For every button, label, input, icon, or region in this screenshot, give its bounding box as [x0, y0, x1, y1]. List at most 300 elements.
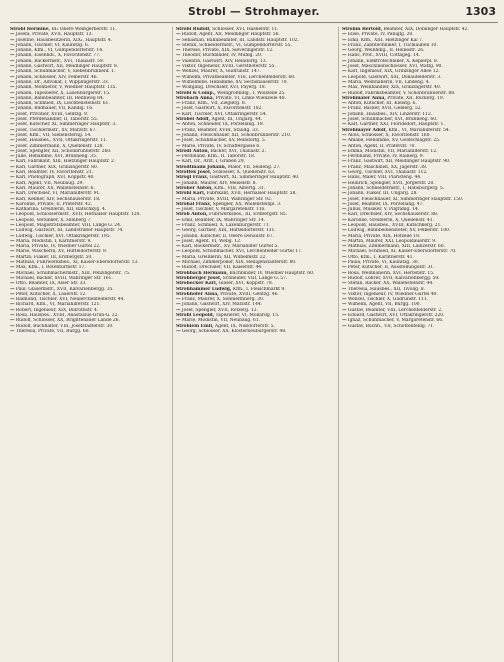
- entry-name: —: [342, 217, 347, 223]
- entry-name: —: [342, 201, 347, 207]
- entry-details: Karl, Drechsler, XIV, Sechshauserstr. 88.: [347, 212, 439, 218]
- entry-name: —: [10, 323, 15, 329]
- entry-name: —: [10, 275, 15, 281]
- entry-name: —: [176, 196, 181, 202]
- entry-details: Johann, Dr., Advokat, I, Wipplingerstr. 33.: [15, 79, 110, 85]
- entry-name: Strobach Anna,: [176, 95, 215, 101]
- entry-name: —: [10, 58, 15, 64]
- entry-name: —: [10, 307, 15, 313]
- entry-details: Johann, Fleischhauer, XII, Schönbrunnerstr. 210.: [181, 132, 292, 138]
- entry-details: Kfm., VI, Mariahilferstr. 54.: [388, 127, 450, 133]
- entry-details: Bäcker, XVI, Thaliastr. 2.: [210, 148, 266, 154]
- entry-name: —: [342, 79, 347, 85]
- entry-name: Strobl Rudolf,: [176, 27, 211, 32]
- entry-details: Karl, Bäckermstr., XV, Mariahilfer Gürtel 5.: [181, 244, 279, 250]
- entry-name: —: [342, 180, 347, 186]
- entry-name: —: [176, 238, 181, 244]
- entry-details: Josef, Privatier, XVIII, Gentzg. 9.: [15, 111, 89, 117]
- entry-details: Georg, Weinhdlg., II, Heinestr. 26.: [347, 48, 425, 54]
- entry-name: —: [176, 79, 181, 85]
- entry-details: Johann, Tischler, VI, Kaunitzg. 6.: [15, 42, 90, 48]
- entry-name: —: [10, 37, 15, 43]
- entry-details: Karl, Maurer, XX, Wallensteinstr. 6.: [15, 185, 95, 191]
- entry-name: —: [176, 265, 181, 271]
- page-number: 1303: [465, 5, 496, 18]
- entry-name: —: [342, 228, 347, 234]
- entry-name: —: [176, 37, 181, 43]
- entry-details: Fuhrwerksbes., III, Erdbergstr. 85.: [209, 212, 288, 218]
- entry-name: —: [342, 291, 347, 297]
- entry-details: Johann, Schmied, IX, Liechtensteinstr. 61.: [15, 101, 110, 107]
- entry-name: —: [10, 48, 15, 54]
- entry-name: Strohmayer Adolf,: [342, 127, 387, 133]
- entry-name: —: [342, 270, 347, 276]
- entry-name: —: [342, 48, 347, 54]
- entry-details: Rudolf, Fabriksbeamter, V, Schönbrunnerstr. 88.: [347, 90, 456, 96]
- entry-name: —: [10, 74, 15, 80]
- entry-details: Otto, Kfm., I, Kärntnerstr. 41.: [347, 254, 414, 260]
- entry-details: Hans, Prof., XVIII, Cottageg. 14.: [347, 53, 421, 59]
- entry-details: Rudolf, Lehrer, XVII, Kalvarienbergg. 50.: [347, 275, 440, 281]
- entry-details: Leopold, Hausbes., XVIII, Kutschkerg. 21.: [347, 222, 442, 228]
- entry-name: —: [342, 212, 347, 218]
- entry-name: Ströhl Karl,: [176, 191, 206, 197]
- entry-details: Beamter, XIX, Döblinger Hauptstr. 42.: [383, 27, 469, 32]
- entry-name: Strodtmann Johann,: [176, 164, 227, 170]
- entry-details: Johann, Eisenhdl., X, Favoritenstr. 77.: [15, 53, 101, 59]
- entry-details: Josef, Tischler, V, Margaretenstr. 116.: [181, 207, 266, 213]
- entry-details: Private, VI, Linke Wienzeile 48.: [215, 95, 286, 101]
- entry-name: —: [10, 159, 15, 165]
- entry-details: Gustav, Beamter, VIII, Lerchenfelderstr. 2.: [347, 307, 443, 313]
- entry-name: —: [176, 222, 181, 228]
- entry-details: Leopold, Schuhmacher, XVI, Lerchenfelder Gürtel 17.: [181, 249, 303, 255]
- entry-name: —: [176, 122, 181, 128]
- entry-name: —: [176, 64, 181, 70]
- entry-name: Strohecker Karl,: [176, 281, 218, 287]
- entry-name: —: [342, 117, 347, 123]
- entry-details: Alois, Schlosser, X, Favoritenstr. 160.: [347, 132, 431, 138]
- entry-details: Michael, Zimmerpolier, XIX, Heiligenstädterstr. 80.: [181, 260, 297, 266]
- entry-details: Anton, Kutscher, III, Kleistg. 6.: [347, 101, 417, 107]
- entry-details: Eduard, Gastwirt, XVI, Ottakringerstr. 220.: [347, 313, 445, 319]
- entry-name: —: [342, 132, 347, 138]
- entry-name: Strohmaier Anna,: [342, 95, 386, 101]
- entry-details: Glaser, XVI, Koppstr. 78.: [218, 281, 274, 287]
- entry-name: —: [176, 101, 181, 107]
- entry-details: Wenzel, Maurer, X, Gudrunstr. 147.: [181, 69, 261, 75]
- entry-name: —: [342, 170, 347, 176]
- entry-name: —: [342, 185, 347, 191]
- entry-name: —: [10, 53, 15, 59]
- entry-name: —: [10, 207, 15, 213]
- entry-details: Otto, Beamter, IX, Alser Str. 33.: [15, 281, 87, 287]
- entry-name: —: [176, 111, 181, 117]
- column-right: [338, 27, 498, 662]
- entry-details: Johann, Schlosser, XIV, Felberstr. 46.: [15, 74, 98, 80]
- entry-details: Franz, Schmied, X, Laxenburgerstr. 71.: [181, 222, 270, 228]
- entry-name: Strögl Franz,: [176, 175, 209, 181]
- entry-name: —: [10, 254, 15, 260]
- entry-name: —: [342, 64, 347, 70]
- entry-details: Michael, Schmied, XI, Kaiser-Ebersdorferstr. 70.: [347, 249, 457, 255]
- entry-name: —: [176, 260, 181, 266]
- page-title: Strobl — Strohmayer.: [188, 6, 320, 18]
- entry-details: Therese, Private, XIX, Sieveringerstr. 12.: [181, 48, 274, 54]
- entry-name: —: [10, 143, 15, 149]
- entry-name: —: [10, 185, 15, 191]
- entry-details: Marie, Modistin, VII, Neubaug. 61.: [181, 318, 261, 324]
- entry-name: —: [342, 286, 347, 292]
- entry-name: —: [10, 175, 15, 181]
- entry-name: —: [176, 154, 181, 160]
- entry-name: —: [176, 143, 181, 149]
- entry-name: —: [10, 270, 15, 276]
- entry-details: Marie, Private, IV, Schäffergasse 6.: [181, 143, 261, 149]
- entry-name: —: [342, 58, 347, 64]
- entry-details: Paul, Glasermstr., XVII, Kalvarienbergg. 35.: [15, 286, 114, 292]
- entry-name: —: [176, 85, 181, 91]
- entry-details: Fabrikant, XVII, Hernalser Hauptstr. 58.: [206, 191, 297, 197]
- entry-name: —: [342, 196, 347, 202]
- entry-details: Emil, Beamter, IX, Währinger Str. 14.: [181, 217, 266, 223]
- entry-details: Emil, Kfm., XIII, Hietzinger Kai 7.: [347, 37, 424, 43]
- entry-details: Johann, Tapezierer, X, Laxenburgerstr. 15.: [15, 90, 111, 96]
- entry-details: Kfm., VIII, Albertg. 31.: [214, 185, 266, 191]
- entry-details: Franz, Gastwirt, XII, Meidlinger Hauptstr. 90.: [347, 159, 451, 165]
- entry-name: —: [10, 180, 15, 186]
- entry-details: Julius, Musiker, V, Pilgramg. 14.: [347, 207, 420, 213]
- entry-details: Johann, Schuhmacher, V, Siebenbrunnenf. 1.: [15, 69, 116, 75]
- entry-details: Michael, Bäcker, XVIII, Währinger Str. 161.: [15, 275, 113, 281]
- entry-details: Valentin, Gastwirt, XIV, Reindorfg. 13.: [181, 58, 267, 64]
- entry-name: —: [342, 37, 347, 43]
- entry-details: Peter, Kutscher, X, Laaerstr. 12.: [15, 291, 87, 297]
- entry-details: Sebastian, Bahnbeamter, III, Landstr. Hauptstr. 102.: [181, 37, 299, 43]
- entry-name: —: [10, 302, 15, 308]
- entry-name: —: [176, 132, 181, 138]
- entry-name: —: [176, 307, 181, 313]
- entry-name: —: [10, 64, 15, 70]
- column-left: [10, 27, 166, 662]
- entry-name: —: [342, 85, 347, 91]
- entry-details: Viktor, Ingenieur, IV, Wiedner Gürtel 40.: [347, 291, 438, 297]
- entry-name: —: [342, 106, 347, 112]
- entry-name: —: [342, 222, 347, 228]
- entry-name: Strohal Franz,: [176, 201, 212, 207]
- entry-details: Raimund, Tischler, XVI, Neulerchenfelderstr. 44.: [15, 297, 125, 303]
- entry-details: Rosa, Hausbes., XVIII, Anastasius-Grün-G. 22.: [15, 313, 119, 319]
- entry-name: Strohbach Hermann,: [176, 270, 228, 276]
- entry-details: Franz, Maschinist, XX, Jägerstr. 38.: [347, 164, 428, 170]
- entry-name: —: [342, 42, 347, 48]
- entry-details: Johann, Hausbes., XIV, Linzerstr. 112.: [347, 111, 433, 117]
- entry-details: Leopold, Magistratsbeamter, VIII, Lange G. 24.: [15, 222, 122, 228]
- entry-details: Wenzel, Tischler, X, Gudrunstr. 111.: [347, 297, 429, 303]
- entry-details: Peter, Kutscher, II, Ausstellungsstr. 31.: [347, 265, 435, 271]
- entry-details: Karoline, Greißlerin, X, Quellenstr. 41.: [347, 217, 434, 223]
- entry-details: Georg, Gärtner, XIII, Hütteldorferstr. 131.: [181, 228, 276, 234]
- entry-name: —: [10, 281, 15, 287]
- entry-name: —: [10, 164, 15, 170]
- entry-name: —: [10, 286, 15, 292]
- entry-details: Ludwig, Gastwirt, III, Landstraßer Hauptstr. 74.: [15, 228, 124, 234]
- entry-name: —: [10, 318, 15, 324]
- entry-name: Strobel Adolf,: [176, 117, 211, 123]
- entry-name: —: [10, 196, 15, 202]
- entry-details: Johann, Montierer, V, Wiedner Hauptstr. 135.: [15, 85, 117, 91]
- entry-details: Maria, Private, XIX, Hofzeile 18.: [347, 233, 421, 239]
- entry-name: —: [10, 212, 15, 218]
- entry-details: Rudolf, Schlosser, XX, Brigittenauer Lände 26.: [15, 318, 120, 324]
- entry-details: Max, Weinhändler, XIX, Grinzingerstr. 40.: [347, 85, 442, 91]
- entry-name: —: [342, 111, 347, 117]
- entry-name: —: [342, 323, 347, 329]
- entry-name: —: [342, 265, 347, 271]
- entry-details: Josef, Gastwirt, X, Favoritenstr. 182.: [181, 106, 263, 112]
- entry-details: Mathias, Fuhrwerksbes., XI, Kaiser-Ebersdorferstr. 13.: [15, 260, 139, 266]
- entry-name: —: [342, 143, 347, 149]
- entry-name: —: [176, 244, 181, 250]
- entry-details: Franz, Bäcker, XVII, Geblerg. 52.: [347, 106, 422, 112]
- entry-details: Karl, Gärtner, XXI, Floridsdorf, Hauptstr. 1.: [347, 122, 445, 128]
- entry-details: Josef, Maschinenschlosser, XVI, Wattg. 90.: [347, 64, 443, 70]
- entry-name: Strohhammer Ludwig,: [176, 286, 232, 292]
- entry-name: —: [342, 302, 347, 308]
- entry-name: —: [10, 111, 15, 117]
- entry-details: Josef, Tischlermstr., XV, Märzstr. 67.: [15, 127, 97, 133]
- entry-details: Rosa, Weißnäherin, XVI, Herbststr. 15.: [347, 270, 435, 276]
- entry-name: —: [176, 328, 181, 334]
- entry-details: Emma, Modistin, VII, Mariahilferstr. 12.: [347, 148, 438, 154]
- entry-name: —: [176, 318, 181, 324]
- entry-details: Leopold, Verzinker, X, Himberg 7.: [15, 217, 92, 223]
- entry-name: —: [342, 175, 347, 181]
- entry-name: —: [10, 170, 15, 176]
- page-header: [10, 4, 498, 23]
- entry-name: —: [176, 42, 181, 48]
- entry-details: Maler, VII, Seideng. 27.: [227, 164, 281, 170]
- entry-details: Private, XVIII, Gentzg. 46.: [220, 291, 279, 297]
- entry-name: —: [176, 74, 181, 80]
- entry-details: Wilhelm, Privatbeamter, VIII, Lerchenfelderstr. 60.: [181, 74, 296, 80]
- entry-details: Karl, Ingenieur, XIX, Grinzinger Allee 12.: [347, 69, 440, 75]
- entry-name: —: [176, 180, 181, 186]
- entry-name: —: [10, 122, 15, 128]
- entry-name: —: [10, 85, 15, 91]
- entry-name: —: [342, 233, 347, 239]
- entry-details: Michael, Schuhmachermstr., XIII, Penzingerstr. 75.: [15, 270, 131, 276]
- entry-name: —: [10, 79, 15, 85]
- entry-details: Johann, Kutscher, II, Obere Donaustr. 67.: [181, 233, 274, 239]
- entry-details: Spengler, XX, Wallensteinpl. 3.: [212, 201, 282, 207]
- entry-name: —: [10, 95, 15, 101]
- entry-details: Josef, Zimmermann, X, Quellenstr. 128.: [15, 143, 104, 149]
- entry-details: Karl, Agent, VII, Neubaug. 29.: [15, 180, 84, 186]
- entry-name: Ströher Anton,: [176, 185, 213, 191]
- entry-name: —: [342, 101, 347, 107]
- entry-details: Theodor, Buchbinder, IV, Mühlg. 20.: [181, 53, 263, 59]
- entry-name: —: [342, 53, 347, 59]
- entry-details: Viktor, Ingenieur, XVIII, Gersthoferstr. 55.: [181, 64, 276, 70]
- entry-details: Ludwig, Bahnbediensteter, XV, Felberstr. 100.: [347, 228, 451, 234]
- entry-details: Marie, Wäscherin, XV, Hütteldorferstr. 9.: [15, 249, 108, 255]
- entry-name: —: [342, 249, 347, 255]
- entry-details: Johann, Bäckermstr., XVI, Thaliastr. 59.: [15, 58, 105, 64]
- entry-details: Karl, Kellner, XIV, Sechshauserstr. 18.: [15, 196, 101, 202]
- entry-name: —: [10, 191, 15, 197]
- entry-details: Georg, Schlosser, XX, Klosterneuburgerstr. 48.: [181, 328, 287, 334]
- entry-name: —: [176, 32, 181, 38]
- entry-details: Amalie, Hebamme, XV, Goldschlagstr. 25.: [347, 138, 441, 144]
- entry-name: —: [342, 275, 347, 281]
- entry-details: Heinrich, Spengler, XVII, Jörgerstr. 20.: [347, 180, 435, 186]
- entry-details: Kfm., I, Fleischmarkt 9.: [232, 286, 286, 292]
- entry-details: Franz, Zahntechniker, I, Tuchlauben 10.: [347, 42, 438, 48]
- directory-entry: [176, 329, 332, 334]
- entry-details: Anton, Schneider, IX, Porzellang. 19.: [181, 122, 264, 128]
- entry-details: Ferdinand, Private, IV, Rainerg. 9.: [347, 154, 424, 160]
- entry-name: —: [176, 48, 181, 54]
- entry-name: —: [342, 32, 347, 38]
- entry-name: —: [342, 244, 347, 250]
- entry-details: Karl, Dr., Arzt, I, Graben 29.: [181, 159, 245, 165]
- entry-name: —: [342, 191, 347, 197]
- entry-name: Strohhofer Anna,: [176, 291, 219, 297]
- entry-name: —: [176, 106, 181, 112]
- entry-name: —: [342, 74, 347, 80]
- entry-name: —: [10, 249, 15, 255]
- entry-name: —: [342, 318, 347, 324]
- entry-name: Stroffek Josef,: [176, 170, 212, 176]
- entry-details: Josef, Beamter, IX, Porzellang. 47.: [347, 201, 424, 207]
- entry-name: —: [176, 254, 181, 260]
- entry-details: Johann, Gastwirt, XIV, Märzstr. 144.: [181, 302, 263, 308]
- entry-details: Katharina, Greißlerin, XII, Ratschkyg. 4.: [15, 207, 107, 213]
- entry-name: —: [10, 265, 15, 271]
- entry-name: —: [342, 90, 347, 96]
- entry-details: Johann, Maurer, XIV, Meiselstr. 8.: [181, 180, 257, 186]
- entry-name: —: [10, 313, 15, 319]
- entry-name: —: [176, 159, 181, 165]
- entry-name: —: [10, 238, 15, 244]
- entry-name: —: [10, 297, 15, 303]
- entry-details: Josef, Hausbes., XVII, Ottakringerstr. 11.: [15, 138, 108, 144]
- entry-name: —: [176, 228, 181, 234]
- entry-name: —: [10, 90, 15, 96]
- entry-details: Johann, Schneidermstr., I, Habsburgerg. 5.: [347, 185, 445, 191]
- entry-details: Maria, Private, XVIII, Währinger Str. 92.: [181, 196, 273, 202]
- entry-details: Josef, Agent, VI, Webg. 12.: [181, 238, 242, 244]
- entry-details: Schlosser, XVI, Hasnerstr. 11.: [212, 27, 279, 32]
- entry-details: Maria, Weißnäherin, VII, Lindeng. 4.: [347, 79, 430, 85]
- entry-details: Rudolf, Agent, XII, Meidlinger Hauptstr. 56.: [181, 32, 280, 38]
- entry-details: Private, XII, Ruckerg. 19.: [387, 95, 445, 101]
- entry-details: III₂ Obere Weißgerberstr. 11.: [51, 27, 117, 32]
- entry-name: —: [10, 228, 15, 234]
- entry-details: Wilhelm, Agent, VII, Burgg. 100.: [347, 302, 421, 308]
- entry-name: —: [342, 260, 347, 266]
- entry-details: Mathias, Zimmermann, XIII, Lainzerstr. 60.: [347, 244, 445, 250]
- entry-name: Stroh Anton,: [176, 212, 208, 218]
- entry-details: Josef, Kfm., VII, Siebensterng. 14.: [15, 132, 92, 138]
- entry-name: —: [10, 117, 15, 123]
- entry-details: Maria, Private, IV, Wiedner Gürtel 22.: [15, 244, 101, 250]
- entry-details: Maria, Greißlerin, XII, Wilhelmstr. 22.: [181, 254, 267, 260]
- entry-name: Strodl Anton,: [176, 148, 210, 154]
- entry-name: Strohm Bertold,: [342, 27, 383, 32]
- entry-name: —: [176, 233, 181, 239]
- entry-details: Josef, Kutscher, XI, Simmeringer Hauptstr. 3.: [15, 122, 117, 128]
- entry-details: Schlosser, X, Quellenstr. 63.: [212, 170, 276, 176]
- entry-name: —: [342, 148, 347, 154]
- entry-details: Richard, Kfm., VI, Mariahilferstr. 121.: [15, 302, 101, 308]
- entry-name: —: [342, 297, 347, 303]
- entry-details: Johann, Kfm., VI, Gumpendorferstr. 14.: [15, 48, 104, 54]
- entry-details: Franz, Beamter, XVIII, Staudg. 33.: [181, 127, 260, 133]
- entry-name: —: [342, 154, 347, 160]
- entry-details: Leopold, Gastwirt, XXI, Donaufelderstr. 3.: [347, 74, 442, 80]
- entry-details: Rudolf, Buchhalter, VIII, Josefstädterstr. 30.: [15, 323, 114, 329]
- entry-name: —: [176, 249, 181, 255]
- entry-details: Weingroßhdlg., I, Wollzeile 25.: [217, 90, 286, 96]
- entry-details: Leopold, Schlossermstr., XVII, Hernalser Hauptstr. 120.: [15, 212, 141, 218]
- entry-details: Karl, Photograph, XVI, Koppstr. 40.: [15, 175, 95, 181]
- entry-details: Johann, Elektrotechniker, X, Keplerpl. 8.: [347, 58, 439, 64]
- entry-details: Tapezierer, VI, Mollardg. 15.: [215, 313, 280, 319]
- entry-name: —: [10, 244, 15, 250]
- entry-details: Johann, Gastwirt, XII, Meidlinger Hauptstr. 8.: [15, 64, 119, 70]
- entry-name: —: [342, 238, 347, 244]
- entry-name: —: [10, 32, 15, 38]
- entry-name: —: [176, 217, 181, 223]
- entry-name: —: [10, 148, 15, 154]
- entry-details: Ignaz, Schuhmacher, V, Margaretenstr. 66.: [347, 318, 444, 324]
- entry-details: Robert, Ingenieur, XIX, Billrothstr. 4.: [15, 307, 99, 313]
- entry-details: Josefine, Hausbesitzerin, XIX₁, Hauptstr. 4.: [15, 37, 112, 43]
- entry-details: Buchbinder, IV, Wiedner Hauptstr. 60.: [229, 270, 315, 276]
- entry-details: Julie, Hebamme, XVI, Brunneng. 35.: [15, 154, 98, 160]
- directory-columns: [10, 27, 498, 662]
- entry-name: Strohlein Emil,: [176, 323, 214, 329]
- entry-details: Theresia, Private, VII, Burgg. 60.: [15, 328, 90, 334]
- entry-details: Karl, Gärtner, XIX, Grinzingerstr. 80.: [15, 164, 99, 170]
- entry-details: Theresia, Hausbes., XII, Tivolig. 8.: [347, 286, 425, 292]
- entry-details: Agent, III, Ungarg. 44.: [211, 117, 263, 123]
- entry-name: —: [10, 328, 15, 334]
- entry-name: —: [10, 154, 15, 160]
- entry-details: Anton, Agent, II, Praterstr. 70.: [347, 143, 416, 149]
- entry-name: Strohberger Josef,: [176, 275, 222, 281]
- entry-details: Maria, Modistin, I, Kärntnerstr. 9.: [15, 238, 92, 244]
- entry-name: —: [342, 307, 347, 313]
- entry-name: —: [10, 291, 15, 297]
- entry-details: Karl, Tischler, XVI, Ottakringerstr. 54.: [181, 111, 267, 117]
- entry-name: —: [176, 53, 181, 59]
- entry-name: —: [10, 69, 15, 75]
- entry-details: Stefan, Bäcker, XX, Wallensteinstr. 44.: [347, 281, 434, 287]
- directory-entry: [342, 324, 498, 329]
- column-middle: [172, 27, 332, 662]
- entry-details: Max, Kfm., I, Rotenturmstr. 17.: [15, 265, 86, 271]
- entry-name: —: [10, 233, 15, 239]
- entry-details: Karl, Drechsler, VI, Mariahilferstr. 91.: [15, 191, 101, 197]
- entry-details: Johann, Bildhauer, VII, Kandlg. 16.: [15, 106, 94, 112]
- entry-name: —: [342, 207, 347, 213]
- entry-details: Paula, Private, VI, Kaunitzg. 30.: [347, 260, 420, 266]
- entry-name: —: [342, 313, 347, 319]
- entry-details: Wolfgang, Drechsler, XVI, Payerg. 18.: [181, 85, 266, 91]
